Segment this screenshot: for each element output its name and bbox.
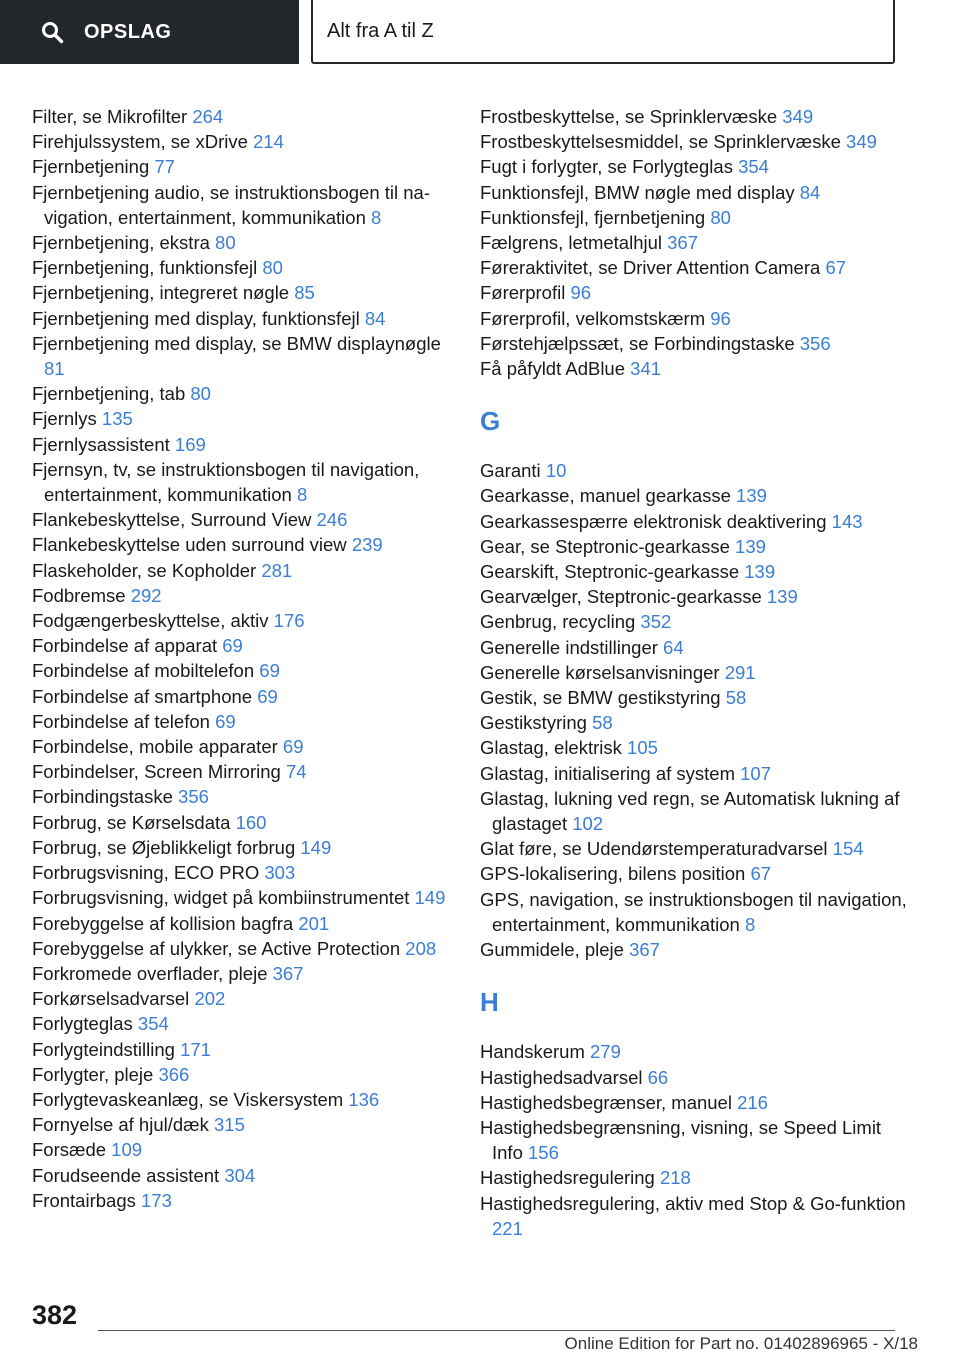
index-entry [32,1163,452,1188]
index-entry-text: Fælgrens, letmetalhjul [480,232,668,254]
index-entry-text: Garanti [480,460,546,482]
page-reference-link[interactable]: 69 [257,685,278,707]
page-reference-link[interactable]: 315 [214,1114,245,1136]
index-entry [32,1037,452,1062]
index-entry-text: Hastighedsbegrænsning, visning, se Speed Limit Info [480,1116,882,1164]
page-reference-link[interactable]: 8 [296,484,308,506]
index-entry [480,255,910,280]
index-entry-text: Førstehjælpssæt, se Forbindingstaske [480,332,800,354]
index-entry [32,432,452,457]
index-entry-text: Fjernbetjening, integreret nøgle [32,282,295,304]
index-entry [32,104,452,129]
index-entry [32,885,452,910]
index-entry-text: Fjernlysassistent [32,433,175,455]
footer-divider [98,1330,895,1331]
index-entry [480,861,910,886]
index-entry-text: Gear, se Steptronic-gearkasse [480,535,736,557]
index-entry [32,936,452,961]
index-entry-text: Forbindelse, mobile apparater [32,736,283,758]
index-entry [32,583,452,608]
index-entry [480,559,910,584]
index-entry-text: Fodbremse [32,584,131,606]
index-entry-text: Forbindelse af smartphone [32,685,258,707]
index-entry-text: Flankebeskyttelse uden surround view [32,534,352,556]
index-entry [480,761,910,786]
index-entry-text: Fugt i forlygter, se Forlygteglas [480,156,739,178]
page-reference-link[interactable]: 216 [737,1091,768,1113]
index-entry-text: Forkørselsadvarsel [32,988,195,1010]
page-reference-link[interactable]: 169 [174,433,206,455]
index-entry-text: Glat føre, se Udendørstemperaturadvarsel [480,838,833,860]
index-entry [32,961,452,986]
top-navigation-bar [0,0,960,66]
search-tab-label: OPSLAG [84,20,172,43]
index-entry [32,709,452,734]
page-reference-link[interactable]: 96 [570,282,592,304]
index-entry [480,180,910,205]
index-entry-text: Generelle indstillinger [480,636,664,658]
index-entry-text: Gestik, se BMW gestikstyring [480,687,726,709]
page-reference-link[interactable]: 69 [222,635,243,657]
index-entry-text: Frostbeskyttelsesmiddel, se Sprinklervæske [480,131,847,153]
page-reference-link[interactable]: 85 [294,282,315,304]
page-reference-link[interactable]: 202 [194,988,226,1010]
section-letter-g: G [480,406,501,437]
page-reference-link[interactable]: 109 [111,1139,143,1161]
index-entry-text: GPS, navigation, se instruktionsbogen til navigation, entertainment, kommunikation [480,888,907,935]
index-column-left [32,104,452,1213]
page-reference-link[interactable]: 58 [725,687,747,709]
index-entry-text: Gearvælger, Steptronic-gearkasse [480,586,767,608]
index-entry-text: Forbindelser, Screen Mirroring [32,761,286,783]
page-reference-link[interactable]: 356 [799,332,831,354]
page-reference-link[interactable]: 143 [831,510,863,532]
index-entry-text: Forbrugsvisning, ECO PRO [32,862,265,884]
page-reference-link[interactable]: 80 [262,257,283,279]
page-reference-link[interactable]: 135 [101,408,133,430]
index-entry [32,406,452,431]
page-reference-link[interactable]: 67 [750,863,772,885]
index-entry-text: Generelle kørselsanvisninger [480,661,725,683]
index-entry-text: Gearskift, Steptronic-gearkasse [480,561,745,583]
index-entry [32,684,452,709]
index-entry [32,911,452,936]
index-entry [32,507,452,532]
index-entry-text: Glastag, lukning ved regn, se Automatisk lukning af glastaget [480,787,900,835]
page-reference-link[interactable]: 8 [371,206,382,228]
index-entry [480,937,910,962]
page-reference-link[interactable]: 64 [663,636,684,658]
index-entry [480,483,910,508]
index-entry [480,534,910,559]
page-reference-link[interactable]: 354 [137,1013,169,1035]
index-entry-text: Forlygter, pleje [32,1063,159,1085]
page-reference-link[interactable]: 303 [264,862,296,884]
index-column-right [480,104,910,1241]
page-reference-link[interactable]: 156 [528,1142,559,1164]
index-entry-text: Fjernbetjening med display, funktionsfejl [32,307,365,329]
index-entry-text: Hastighedsregulering [480,1167,660,1189]
page-reference-link[interactable]: 77 [154,156,175,178]
index-entry-text: Forudseende assistent [32,1164,225,1186]
index-entry [480,306,910,331]
page-reference-link[interactable]: 80 [215,232,236,254]
index-entry-text: Flaskeholder, se Kopholder [32,559,262,581]
page-reference-link[interactable]: 105 [627,737,658,759]
page-reference-link[interactable]: 139 [744,561,776,583]
index-entry [480,710,910,735]
page-reference-link[interactable]: 107 [740,762,772,784]
index-entry-text: Hastighedsregulering, aktiv med Stop & Go-funktion [480,1192,906,1214]
index-entry [480,230,910,255]
index-entry-text: Forbindelse af apparat [32,635,223,657]
page-reference-link[interactable]: 214 [253,131,284,153]
index-entry-text: Forbindelse af telefon [32,710,216,732]
page-number: 382 [32,1300,78,1330]
page-reference-link[interactable]: 69 [259,660,280,682]
page-reference-link[interactable]: 67 [825,257,847,279]
index-entry [480,887,910,937]
index-entry-text: Handskerum [480,1041,591,1063]
page-reference-link[interactable]: 366 [158,1063,190,1085]
page-reference-link[interactable]: 367 [629,939,660,961]
index-entry-text: Gearkasse, manuel gearkasse [480,485,737,507]
page-reference-link[interactable]: 139 [766,586,798,608]
page-reference-link[interactable]: 349 [846,131,877,153]
page-reference-link[interactable]: 176 [273,610,305,632]
index-group-g [480,458,910,962]
section-tab[interactable] [311,0,895,64]
footer-edition-text: Online Edition for Part no. 01402896965 - X/18 [564,1334,918,1353]
index-entry [32,381,452,406]
index-entry-text: Fodgængerbeskyttelse, aktiv [32,610,274,632]
index-entry-text: Forbindelse af mobiltelefon [32,660,260,682]
index-entry [480,1090,910,1115]
index-entry-text: Føreraktivitet, se Driver Attention Camera [480,257,826,279]
index-entry-text: Forlygteindstilling [32,1038,181,1060]
index-entry [32,1112,452,1137]
index-entry [480,280,910,305]
page-reference-link[interactable]: 279 [590,1041,621,1063]
page-reference-link[interactable]: 80 [190,383,211,405]
index-entry [32,986,452,1011]
index-entry [32,1062,452,1087]
index-entry-text: Fjernlys [32,408,102,430]
page-reference-link[interactable]: 80 [710,206,731,228]
page-reference-link[interactable]: 69 [282,736,304,758]
page-reference-link[interactable]: 292 [130,584,162,606]
index-entry [32,154,452,179]
index-entry [32,457,452,507]
index-entry-text: Forbindingstaske [32,786,179,808]
page-reference-link[interactable]: 136 [348,1088,380,1110]
index-entry [480,356,910,381]
section-tab-label: Alt fra A til Z [327,19,434,42]
index-entry [32,532,452,557]
index-entry [32,759,452,784]
page-reference-link[interactable]: 218 [659,1167,691,1189]
index-entry-text: Genbrug, recycling [480,611,641,633]
index-entry [32,331,452,381]
page-reference-link[interactable]: 102 [572,813,604,835]
index-entry [32,1087,452,1112]
index-entry-text: Forbrug, se Kørselsdata [32,811,236,833]
index-entry [480,1115,910,1165]
page-reference-link[interactable]: 304 [224,1164,256,1186]
index-entry-text: Forlygtevaskeanlæg, se Viskersystem [32,1088,349,1110]
index-entry [32,280,452,305]
page-reference-link[interactable]: 264 [192,106,224,127]
index-entry [480,685,910,710]
index-entry [32,180,452,230]
page-reference-link[interactable]: 154 [832,838,864,860]
index-entry-text: Forlygteglas [32,1013,138,1035]
index-entry [480,154,910,179]
index-entry-text: Forbrugsvisning, widget på kombiinstrumentet [32,887,415,909]
page-reference-link[interactable]: 69 [215,710,236,732]
index-entry-text: Forebyggelse af kollision bagfra [32,912,299,934]
index-entry [480,735,910,760]
index-entry-text: Fjernbetjening med display, se BMW displaynøgle [32,332,441,354]
page-reference-link[interactable]: 139 [736,485,767,507]
index-entry [480,836,910,861]
index-entry-text: Funktionsfejl, BMW nøgle med display [480,181,800,203]
index-entry [32,306,452,331]
index-entry [480,205,910,230]
index-entry-text: GPS-lokalisering, bilens position [480,863,751,885]
page-reference-link[interactable]: 367 [272,962,304,984]
index-entry [480,1039,910,1064]
index-entry [32,230,452,255]
index-entry [480,331,910,356]
page-reference-link[interactable]: 281 [261,559,293,581]
page-reference-link[interactable]: 58 [592,712,613,734]
page-reference-link[interactable]: 221 [492,1217,523,1239]
index-entry [480,1191,910,1241]
index-entry-text: Gearkassespærre elektronisk deaktivering [480,510,832,532]
index-entry-text: Fjernsyn, tv, se instruktionsbogen til navigation, entertainment, kommunikation [32,458,420,506]
page-reference-link[interactable]: 356 [178,786,209,808]
index-entry-text: Fornyelse af hjul/dæk [32,1114,215,1136]
index-group-f [480,104,910,381]
index-entry [32,658,452,683]
index-entry-text: Gestikstyring [480,712,593,734]
page-reference-link[interactable]: 246 [316,509,348,531]
page-reference-link[interactable]: 201 [298,912,330,934]
page-reference-link[interactable]: 349 [782,106,814,127]
index-entry [480,584,910,609]
page-reference-link[interactable]: 173 [141,1189,172,1211]
page-reference-link[interactable]: 239 [351,534,383,556]
index-entry [480,1165,910,1190]
index-entry [480,104,910,129]
index-entry [32,835,452,860]
page-reference-link[interactable]: 84 [799,181,821,203]
index-entry [32,129,452,154]
page-reference-link[interactable]: 367 [667,232,699,254]
index-entry [32,558,452,583]
index-entry-text: Glastag, elektrisk [480,737,628,759]
page-reference-link[interactable]: 160 [235,811,267,833]
index-entry [32,1011,452,1036]
index-entry-text: Fjernbetjening, funktionsfejl [32,257,263,279]
index-entry [480,609,910,634]
index-entry [32,810,452,835]
index-entry-text: Frostbeskyttelse, se Sprinklervæske [480,106,783,127]
page-reference-link[interactable]: 74 [285,761,307,783]
page-reference-link[interactable]: 352 [640,611,672,633]
index-entry-text: Forkromede overflader, pleje [32,962,273,984]
index-entry-text: Flankebeskyttelse, Surround View [32,509,317,531]
index-entry [480,786,910,836]
index-entry-text: Førerprofil [480,282,571,304]
index-entry-text: Forebyggelse af ulykker, se Active Protection [32,937,406,959]
page-reference-link[interactable]: 171 [180,1038,211,1060]
index-entry [32,784,452,809]
page-reference-link[interactable]: 341 [630,358,662,380]
page-reference-link[interactable]: 8 [744,913,756,935]
index-entry [480,635,910,660]
index-entry-text: Fjernbetjening, ekstra [32,232,216,254]
index-entry-text: Førerprofil, velkomstskærm [480,307,711,329]
page-reference-link[interactable]: 208 [405,937,437,959]
index-entry [480,458,910,483]
page-reference-link[interactable]: 10 [545,460,567,482]
index-entry [480,129,910,154]
index-entry-text: Fjernbetjening audio, se instruktionsbogen til navigation, entertainment, kommunikation [32,181,431,228]
page-reference-link[interactable]: 291 [724,661,756,683]
page-reference-link[interactable]: 84 [364,307,386,329]
index-entry-text: Frontairbags [32,1189,141,1211]
index-entry-text: Fjernbetjening [32,156,155,178]
index-entry-text: Fjernbetjening, tab [32,383,191,405]
index-entry [32,860,452,885]
section-letter-h: H [480,987,499,1018]
page-reference-link[interactable]: 81 [44,358,65,380]
page-reference-link[interactable]: 139 [735,535,766,557]
index-entry-text: Hastighedsadvarsel [480,1066,648,1088]
index-entry-text: Forbrug, se Øjeblikkeligt forbrug [32,836,301,858]
page-reference-link[interactable]: 66 [647,1066,669,1088]
page-reference-link[interactable]: 149 [300,836,332,858]
index-entry-text: Hastighedsbegrænser, manuel [480,1091,738,1113]
index-entry [32,734,452,759]
index-entry-text: Glastag, initialisering af system [480,762,741,784]
index-entry [32,608,452,633]
page-reference-link[interactable]: 96 [710,307,731,329]
page-reference-link[interactable]: 354 [738,156,769,178]
index-entry [480,660,910,685]
index-entry [480,509,910,534]
index-entry-text: Firehjulssystem, se xDrive [32,131,254,153]
index-entry-text: Funktionsfejl, fjernbetjening [480,206,711,228]
search-icon [40,20,64,44]
index-entry-text: Få påfyldt AdBlue [480,358,631,380]
index-entry [32,1137,452,1162]
index-entry-text: Filter, se Mikrofilter [32,106,193,127]
index-entry [32,1188,452,1213]
index-group-h [480,1039,910,1241]
page-reference-link[interactable]: 149 [414,887,446,909]
index-entry [480,1065,910,1090]
index-entry [32,255,452,280]
index-entry-text: Gummidele, pleje [480,939,630,961]
index-entry-text: Forsæde [32,1139,112,1161]
search-tab[interactable] [0,0,299,64]
index-entry [32,633,452,658]
